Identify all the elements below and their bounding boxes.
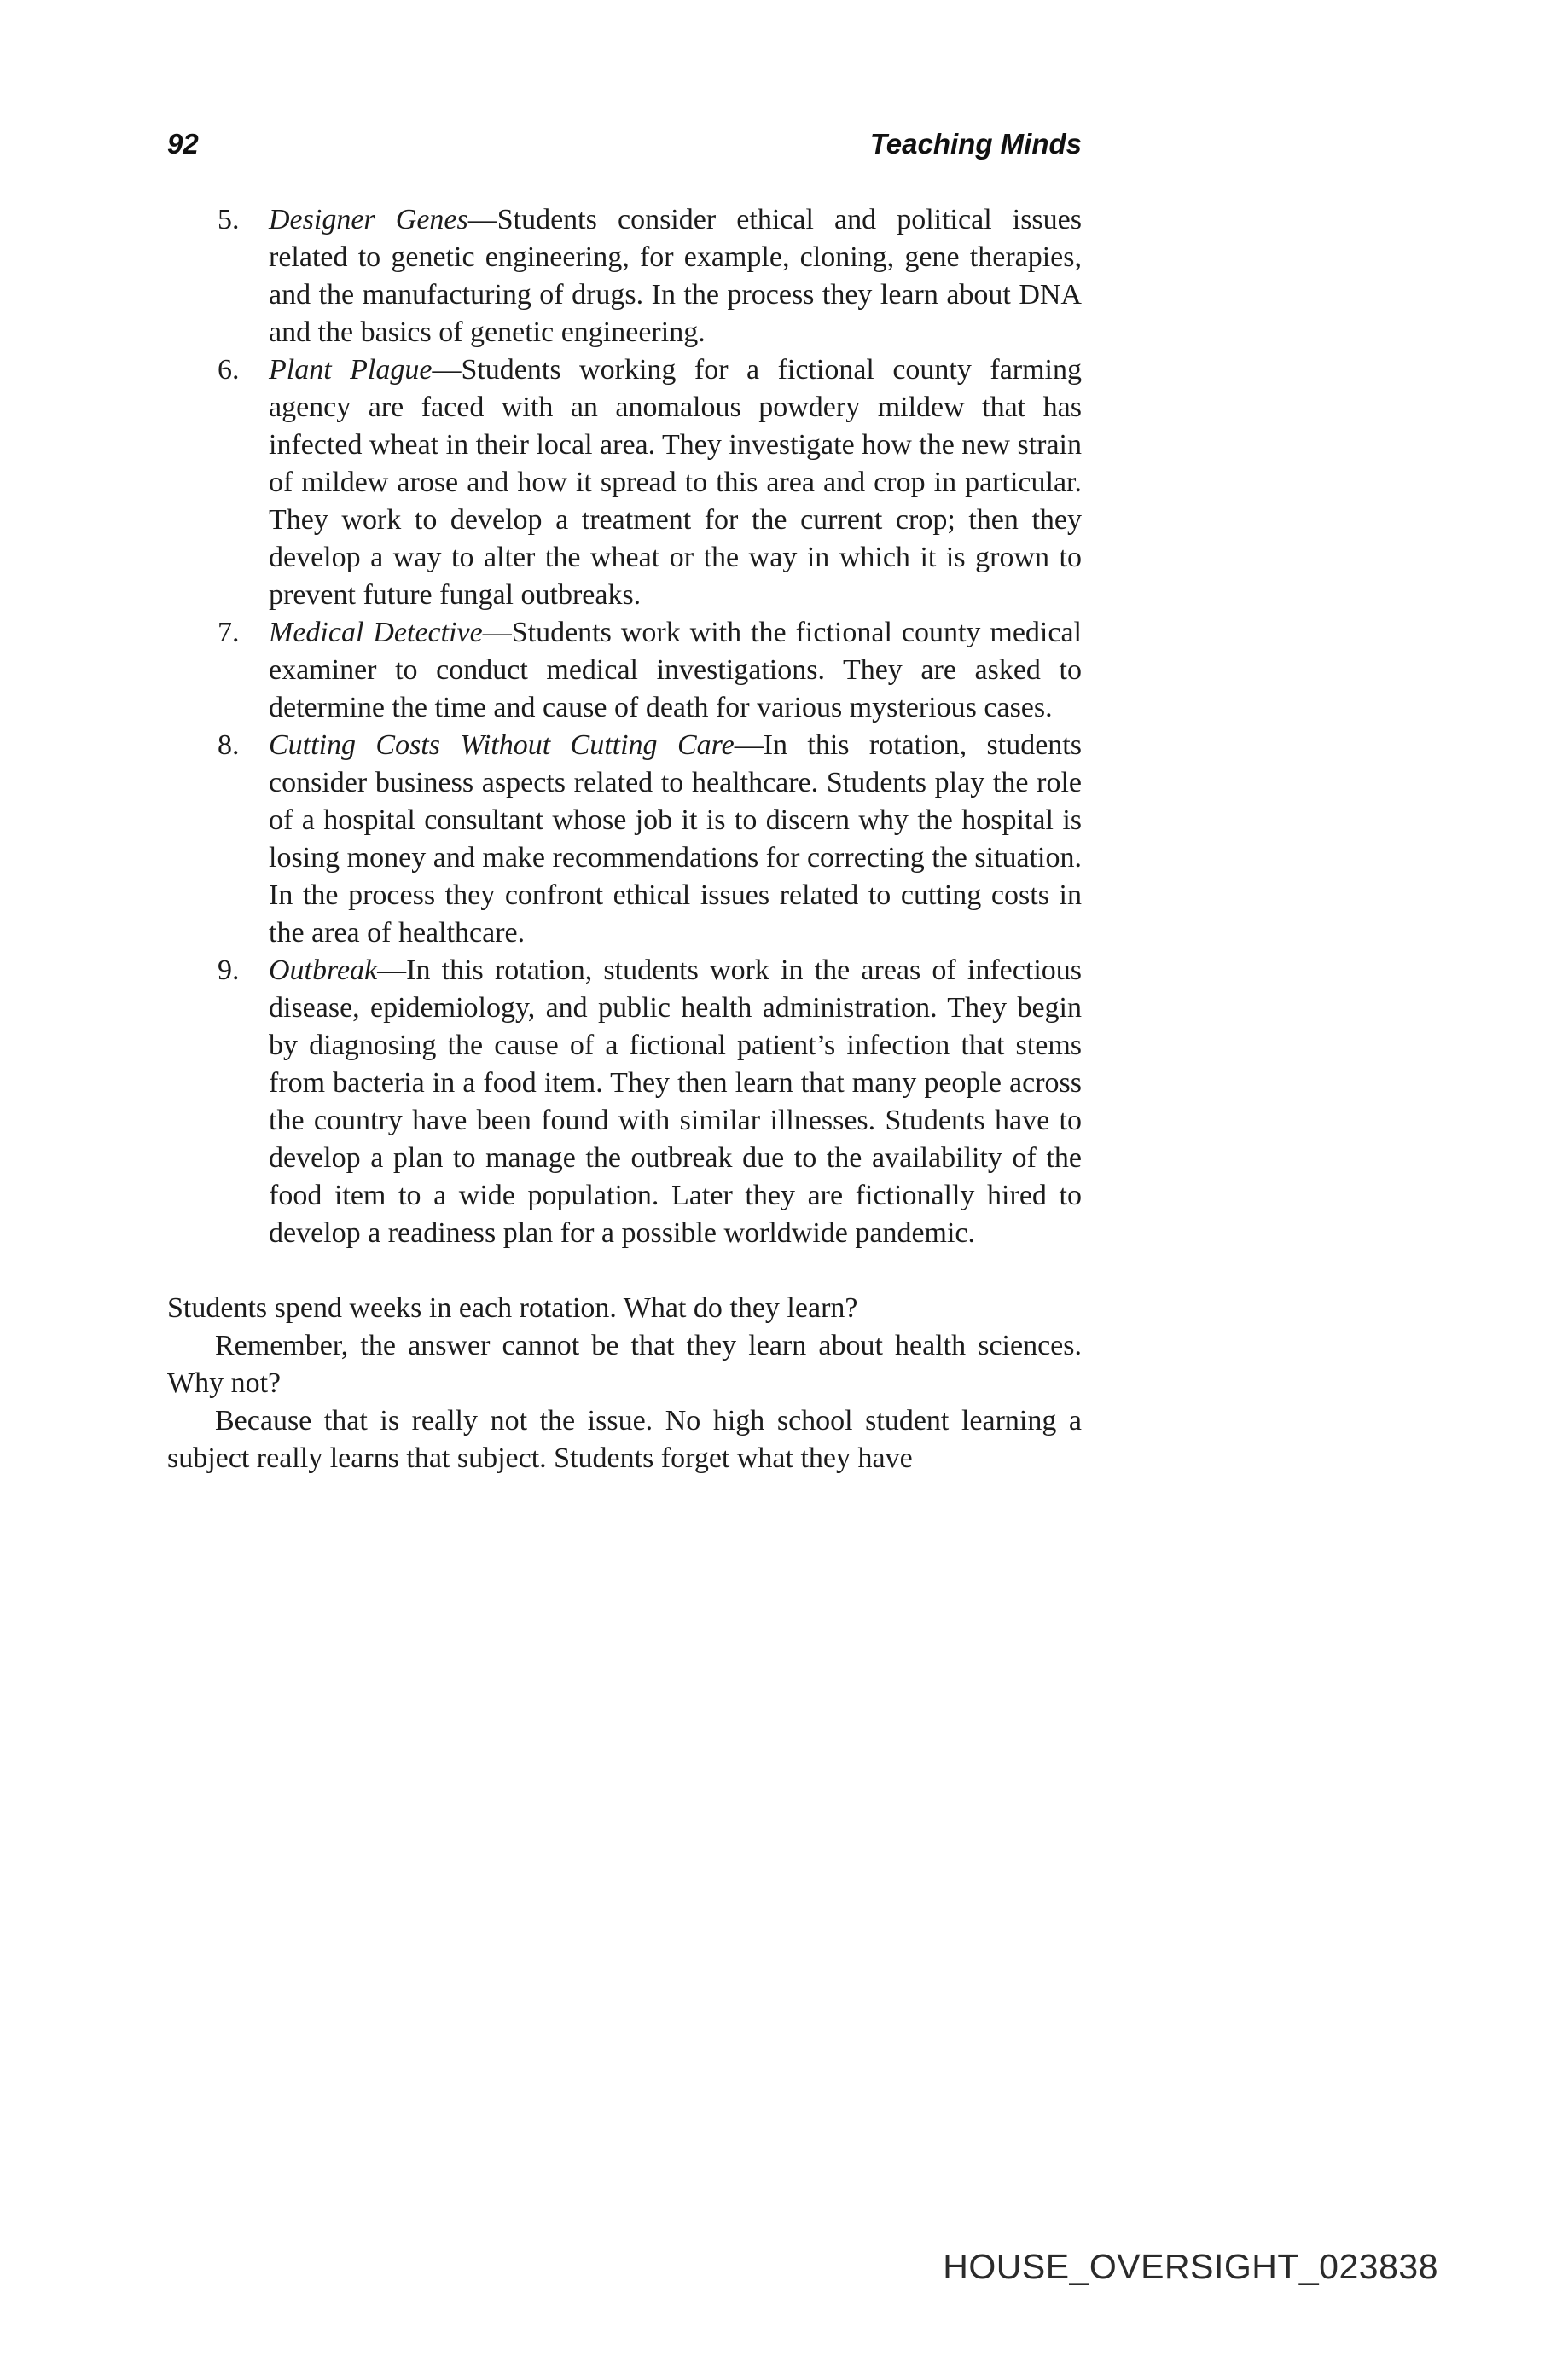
list-item-text bbox=[269, 727, 1082, 952]
paragraph: Because that is really not the issue. No high school student learning a subject really learns that subject. Students forget what they have bbox=[167, 1405, 1082, 1474]
list-item-body: —Students consider ethical and political issues related to genetic engineering, for example, cloning, gene therapies, and the manufacturing of drugs. In the process they learn about DNA and the basics of genetic engineering. bbox=[269, 204, 1082, 348]
book-title: Teaching Minds bbox=[869, 128, 1082, 160]
list-item-title: Medical Detective bbox=[269, 617, 483, 648]
list-item-title: Cutting Costs Without Cutting Care bbox=[269, 729, 735, 761]
running-head bbox=[167, 128, 1082, 160]
list-item bbox=[218, 201, 1082, 351]
body-paragraphs bbox=[167, 1290, 1082, 1477]
list-item-title: Designer Genes bbox=[269, 204, 468, 235]
list-item-body: —In this rotation, students work in the areas of infectious disease, epidemiology, and public health administration. They begin by diagnosing the cause of a fictional patient’s infection that stems from bacteria in a food item. They then learn that many people across the country have been found with similar illnesses. Students have to develop a plan to manage the outbreak due to the availability of the food item to a wide population. Later they are fictionally hired to develop a readiness plan for a possible worldwide pandemic. bbox=[269, 955, 1082, 1249]
list-item-body: —Students work with the fictional county medical examiner to conduct medical investigations. They are asked to determine the time and cause of death for various mysterious cases. bbox=[269, 617, 1082, 723]
list-item-number: 6. bbox=[218, 354, 240, 386]
list-item-text bbox=[269, 351, 1082, 614]
paragraph: Remember, the answer cannot be that they learn about health sciences. Why not? bbox=[167, 1330, 1082, 1399]
list-item-number: 5. bbox=[218, 204, 240, 235]
list-item-number: 7. bbox=[218, 617, 240, 648]
document-id-watermark: HOUSE_OVERSIGHT_023838 bbox=[943, 2247, 1438, 2286]
page-number: 92 bbox=[167, 128, 199, 160]
rotations-list bbox=[167, 201, 1082, 1252]
page-content bbox=[167, 201, 1082, 1477]
paragraph: Students spend weeks in each rotation. What do they learn? bbox=[167, 1292, 858, 1324]
list-item-body: —Students working for a fictional county farming agency are faced with an anomalous powdery mildew that has infected wheat in their local area. They investigate how the new strain of mildew arose and how it spread to this area and crop in particular. They work to develop a treatment for the current crop; then they develop a way to alter the wheat or the way in which it is grown to prevent future fungal outbreaks. bbox=[269, 354, 1082, 611]
list-item-title: Plant Plague bbox=[269, 354, 433, 386]
list-item-text bbox=[269, 201, 1082, 351]
list-item-number: 8. bbox=[218, 729, 240, 761]
list-item bbox=[218, 351, 1082, 614]
list-item bbox=[218, 614, 1082, 727]
list-item-body: —In this rotation, students consider business aspects related to healthcare. Students play the role of a hospital consultant whose job it is to discern why the hospital is losing money and make recommendations for correcting the situation. In the process they confront ethical issues related to cutting costs in the area of healthcare. bbox=[269, 729, 1082, 949]
list-item-title: Outbreak bbox=[269, 955, 378, 986]
list-item bbox=[218, 952, 1082, 1252]
list-item bbox=[218, 727, 1082, 952]
list-item-text bbox=[269, 614, 1082, 727]
list-item-text bbox=[269, 952, 1082, 1252]
list-item-number: 9. bbox=[218, 955, 240, 986]
